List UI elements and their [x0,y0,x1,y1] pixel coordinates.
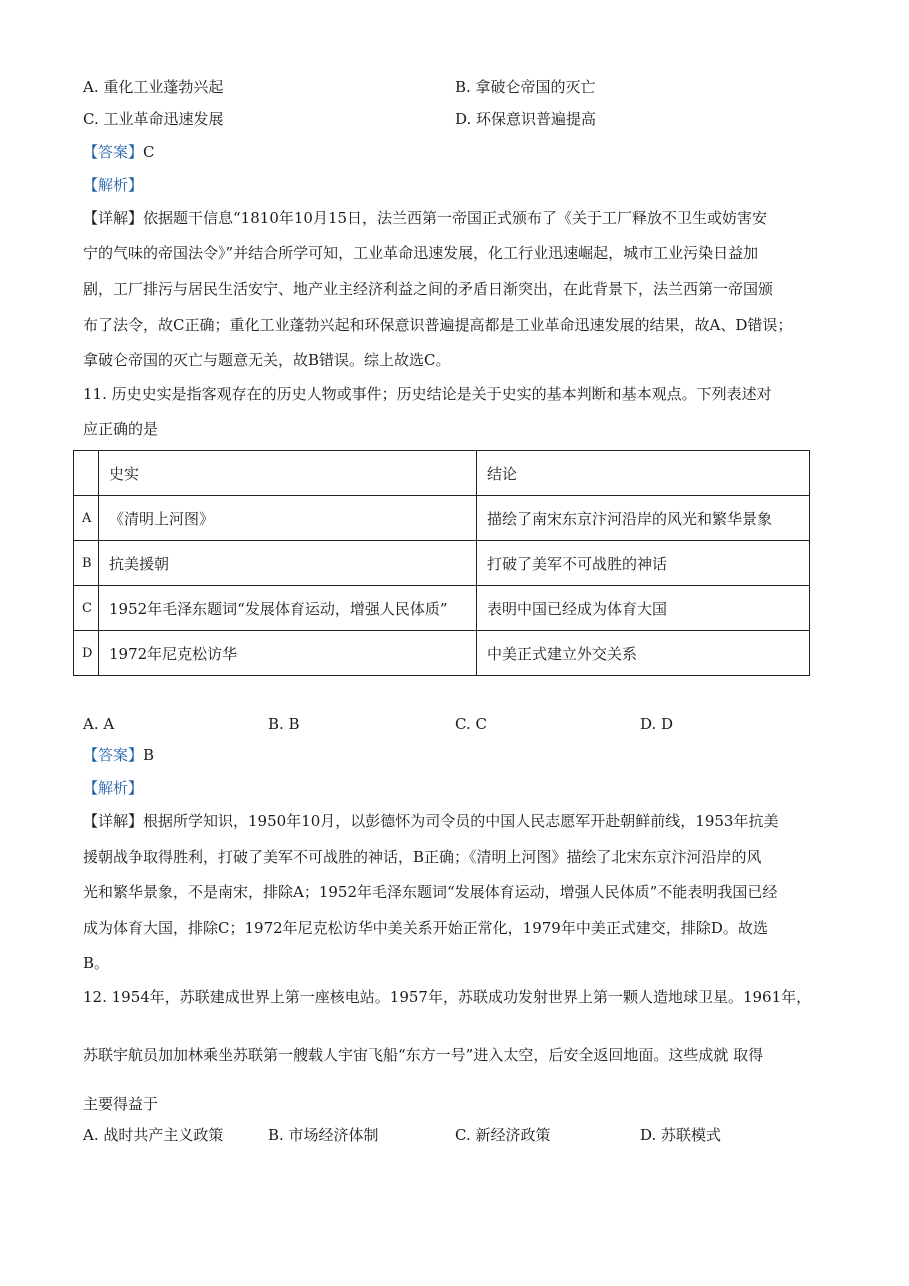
table-cell: 1972年尼克松访华 [99,631,477,676]
q10-detail-label: 【详解】 [83,209,144,227]
q10-option-c: C. 工业革命迅速发展 [83,110,224,128]
q11-detail-line-5: B。 [83,954,110,972]
table-row [74,496,810,541]
table-cell: B [74,541,99,586]
q11-option-c: C. C [455,715,487,733]
q10-detail-line-4: 布了法令，故C正确；重化工业蓬勃兴起和环保意识普遍提高都是工业革命迅速发展的结果，故A、D错误； [83,316,793,334]
table-cell: 打破了美军不可战胜的神话 [477,541,810,586]
q10-detail-line-1 [83,208,767,228]
table-cell: C [74,586,99,631]
q11-detail-text-1: 根据所学知识，1950年10月，以彭德怀为司令员的中国人民志愿军开赴朝鲜前线，1953年抗美 [143,812,779,830]
q11-table [73,450,810,676]
q11-detail-line-4: 成为体育大国，排除C；1972年尼克松访华中美关系开始正常化，1979年中美正式建交，排除D。故选 [83,919,768,937]
table-cell: D [74,631,99,676]
q11-option-a: A. A [83,715,115,733]
table-cell: A [74,496,99,541]
q12-stem-line-3: 主要得益于 [83,1095,159,1113]
table-header-cell: 史实 [99,451,477,496]
q11-option-d: D. D [640,715,674,733]
table-cell: 抗美援朝 [99,541,477,586]
q10-detail-line-2: 宁的气味的帝国法令》”并结合所学可知，工业革命迅速发展，化工行业迅速崛起，城市工业污染日益加 [83,244,759,262]
q10-detail-text-1: 依据题干信息“1810年10月15日，法兰西第一帝国正式颁布了《关于工厂释放不卫生或妨害安 [143,209,768,227]
q11-detail-line-2: 援朝战争取得胜利，打破了美军不可战胜的神话，B正确；《清明上河图》描绘了北宋东京汴河沿岸的风 [83,848,762,866]
table-cell: 1952年毛泽东题词“发展体育运动，增强人民体质” [99,586,477,631]
table-row [74,631,810,676]
q10-option-d: D. 环保意识普遍提高 [455,110,597,128]
table-cell: 描绘了南宋东京汴河沿岸的风光和繁华景象 [477,496,810,541]
q11-stem-line-1: 11. 历史史实是指客观存在的历史人物或事件；历史结论是关于史实的基本判断和基本观点。下列表述对 [83,385,772,403]
table-cell: 中美正式建立外交关系 [477,631,810,676]
q12-option-d: D. 苏联模式 [640,1126,722,1144]
q11-answer-value: B [143,746,155,764]
q12-stem-line-1: 12. 1954年，苏联建成世界上第一座核电站。1957年，苏联成功发射世界上第一颗人造地球卫星。1961年， [83,988,812,1006]
q10-detail-line-5: 拿破仑帝国的灭亡与题意无关，故B错误。综上故选C。 [83,351,451,369]
q12-option-c: C. 新经济政策 [455,1126,551,1144]
q11-answer-label: 【答案】 [83,746,144,764]
q11-analysis-label: 【解析】 [83,779,144,797]
q10-answer-label: 【答案】 [83,143,144,161]
q10-option-a: A. 重化工业蓬勃兴起 [83,78,224,96]
q11-stem-line-2: 应正确的是 [83,420,159,438]
q10-answer [83,142,155,162]
q10-answer-value: C [143,143,155,161]
q11-answer [83,745,154,765]
q11-option-b: B. B [268,715,300,733]
table-cell: 表明中国已经成为体育大国 [477,586,810,631]
q12-option-a: A. 战时共产主义政策 [83,1126,224,1144]
table-row [74,586,810,631]
q12-stem-line-2: 苏联宇航员加加林乘坐苏联第一艘载人宇宙飞船“东方一号”进入太空，后安全返回地面。这些成就 取得 [83,1046,764,1064]
q10-analysis-label: 【解析】 [83,176,144,194]
table-header-row [74,451,810,496]
q12-option-b: B. 市场经济体制 [268,1126,379,1144]
table-row [74,541,810,586]
q10-option-b: B. 拿破仑帝国的灭亡 [455,78,596,96]
q11-detail-line-3: 光和繁华景象，不是南宋，排除A；1952年毛泽东题词“发展体育运动，增强人民体质”不能表明我国已经 [83,883,778,901]
q10-detail-line-3: 剧，工厂排污与居民生活安宁、地产业主经济利益之间的矛盾日渐突出，在此背景下，法兰西第一帝国颁 [83,280,774,298]
table-header-cell [74,451,99,496]
table-header-cell: 结论 [477,451,810,496]
table-cell: 《清明上河图》 [99,496,477,541]
q11-detail-line-1 [83,811,778,831]
q11-detail-label: 【详解】 [83,812,144,830]
